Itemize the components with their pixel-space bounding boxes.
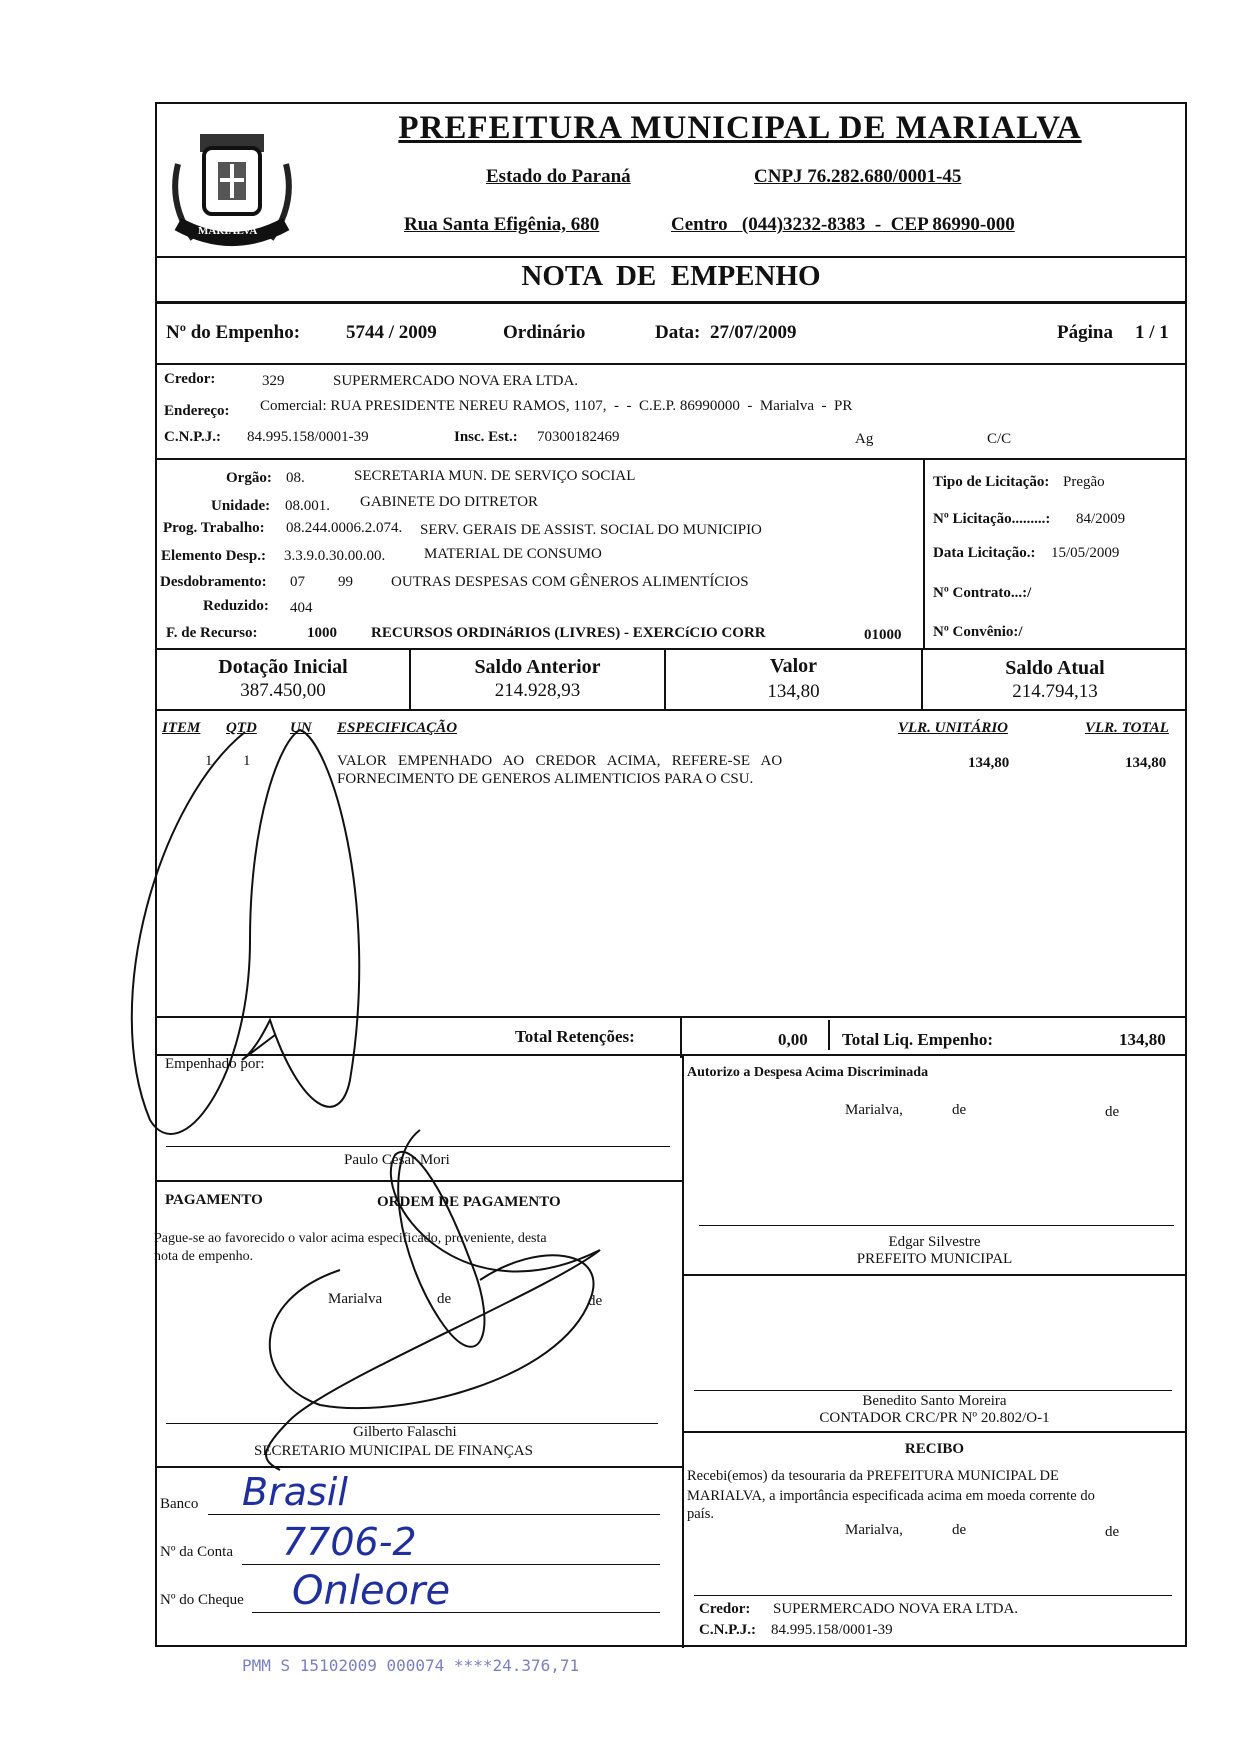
orgao-label: Orgão:: [226, 470, 272, 486]
prog-label: Prog. Trabalho:: [163, 520, 265, 536]
elem-code: 3.3.9.0.30.00.00.: [284, 548, 386, 564]
reduzido-code: 404: [290, 600, 313, 616]
page-number: 1 / 1: [1135, 322, 1169, 343]
autorizo-de1: de: [952, 1102, 967, 1118]
empenho-label: Nº do Empenho:: [166, 322, 301, 343]
prog-name: SERV. GERAIS DE ASSIST. SOCIAL DO MUNICIPIO: [420, 522, 762, 538]
empenho-type: Ordinário: [503, 322, 586, 343]
seal-caption: MARIALVA: [198, 225, 258, 237]
licitacao-num-label: Nº Licitação.........:: [933, 511, 1051, 527]
recibo-cnpj-label: C.N.P.J.:: [699, 1622, 756, 1638]
valor-label: Valor: [769, 655, 818, 677]
ag-label: Ag: [855, 431, 874, 447]
dotacao-value: 387.450,00: [240, 680, 326, 701]
cc-label: C/C: [987, 431, 1012, 447]
empenho-number: 5744 / 2009: [346, 322, 437, 343]
licitacao-num: 84/2009: [1076, 511, 1126, 527]
page-label: Página: [1057, 322, 1113, 343]
licitacao-data: 15/05/2009: [1051, 545, 1120, 561]
recibo-credor-label: Credor:: [699, 1601, 751, 1617]
banco-label: Banco: [160, 1496, 199, 1512]
cheque-value: Onleore: [292, 1568, 451, 1614]
credor-name: SUPERMERCADO NOVA ERA LTDA.: [333, 373, 579, 389]
col-un: UN: [290, 720, 312, 736]
saldo-anterior-value: 214.928,93: [494, 680, 581, 701]
unidade-code: 08.001.: [285, 498, 330, 514]
fonte-name: RECURSOS ORDINáRIOS (LIVRES) - EXERCíCIO CORR: [371, 625, 766, 641]
endereco-value: Comercial: RUA PRESIDENTE NEREU RAMOS, 1107, - - C.E.P. 86990000 - Marialva - PR: [260, 398, 853, 414]
item-vlr-unit: 134,80: [968, 755, 1010, 771]
pagamento-label: PAGAMENTO: [165, 1192, 263, 1208]
prefeito-title: PREFEITO MUNICIPAL: [856, 1251, 1013, 1267]
pagamento-marialva: Marialva: [328, 1291, 383, 1307]
contrato-label: Nº Contrato...:/: [933, 585, 1032, 601]
recibo-de1: de: [952, 1522, 967, 1538]
item-spec-line2: FORNECIMENTO DE GENEROS ALIMENTICIOS PARA O CSU.: [337, 771, 754, 787]
credor-label: Credor:: [164, 371, 216, 387]
saldo-atual-label: Saldo Atual: [1005, 657, 1105, 679]
elem-label: Elemento Desp.:: [161, 548, 266, 564]
conta-value: 7706-2: [282, 1520, 417, 1564]
retencoes-value: 0,00: [778, 1030, 808, 1049]
recibo-title: RECIBO: [904, 1441, 965, 1457]
orgao-name: SECRETARIA MUN. DE SERVIÇO SOCIAL: [354, 468, 636, 484]
col-vlr-total: VLR. TOTAL: [1085, 720, 1169, 736]
fonte-code: 1000: [307, 625, 337, 641]
empenho-date-label: Data:: [655, 322, 701, 343]
recibo-cnpj: 84.995.158/0001-39: [771, 1622, 893, 1638]
col-vlr-unit: VLR. UNITÁRIO: [898, 720, 1009, 736]
desd-label: Desdobramento:: [160, 574, 267, 590]
secretario-title: SECRETARIO MUNICIPAL DE FINANÇAS: [254, 1443, 533, 1459]
dotacao-label: Dotação Inicial: [218, 656, 348, 678]
header-cnpj: CNPJ 76.282.680/0001-45: [754, 166, 962, 187]
item-spec-line1: VALOR EMPENHADO AO CREDOR ACIMA, REFERE-SE AO: [337, 753, 783, 769]
desd-name: OUTRAS DESPESAS COM GÊNEROS ALIMENTÍCIOS: [391, 574, 749, 590]
contador-name: Benedito Santo Moreira: [862, 1393, 1007, 1409]
pagamento-de2: de: [588, 1293, 603, 1309]
empenhado-name: Paulo César Mori: [344, 1152, 450, 1168]
reduzido-label: Reduzido:: [203, 598, 269, 614]
col-item: ITEM: [162, 720, 201, 736]
elem-name: MATERIAL DE CONSUMO: [424, 546, 602, 562]
ordem-label: ORDEM DE PAGAMENTO: [377, 1194, 561, 1210]
endereco-label: Endereço:: [164, 403, 230, 419]
unidade-label: Unidade:: [211, 498, 271, 514]
fonte-label: F. de Recurso:: [166, 625, 258, 641]
autorizo-label: Autorizo a Despesa Acima Discriminada: [687, 1065, 929, 1080]
credor-code: 329: [262, 373, 285, 389]
header-address: Rua Santa Efigênia, 680: [404, 214, 600, 235]
prog-code: 08.244.0006.2.074.: [286, 520, 403, 536]
orgao-code: 08.: [286, 470, 305, 486]
recibo-line3: país.: [687, 1506, 714, 1522]
insc-label: Insc. Est.:: [454, 429, 518, 445]
header-state: Estado do Paraná: [486, 166, 631, 187]
liq-empenho-value: 134,80: [1119, 1030, 1166, 1049]
item-number: 1: [205, 753, 213, 769]
conta-label: Nº da Conta: [160, 1544, 233, 1560]
contador-title: CONTADOR CRC/PR Nº 20.802/O-1: [819, 1410, 1050, 1426]
unidade-name: GABINETE DO DITRETOR: [360, 494, 539, 510]
pague-line2: nota de empenho.: [154, 1249, 254, 1264]
desd-code1: 07: [290, 574, 305, 590]
insc-value: 70300182469: [537, 429, 620, 445]
empenho-date: 27/07/2009: [710, 322, 797, 343]
licitacao-tipo: Pregão: [1063, 474, 1105, 490]
secretario-name: Gilberto Falaschi: [353, 1424, 457, 1440]
recibo-marialva: Marialva,: [845, 1522, 903, 1538]
empenhado-label: Empenhado por:: [165, 1056, 265, 1072]
autorizo-marialva: Marialva,: [845, 1102, 903, 1118]
pagamento-de1: de: [437, 1291, 452, 1307]
item-qtd: 1: [243, 753, 251, 769]
saldo-anterior-label: Saldo Anterior: [474, 656, 601, 678]
col-qtd: QTD: [226, 720, 257, 736]
col-spec: ESPECIFICAÇÃO: [337, 720, 458, 736]
cnpj-value: 84.995.158/0001-39: [247, 429, 369, 445]
doc-title: NOTA DE EMPENHO: [521, 260, 821, 292]
recibo-line2: MARIALVA, a importância especificada acima em moeda corrente do: [687, 1488, 1095, 1504]
fonte-code2: 01000: [864, 627, 902, 643]
liq-empenho-label: Total Liq. Empenho:: [842, 1030, 993, 1049]
recibo-de2: de: [1105, 1524, 1120, 1540]
convenio-label: Nº Convênio:/: [933, 624, 1023, 640]
autorizo-de2: de: [1105, 1104, 1120, 1120]
licitacao-data-label: Data Licitação.:: [933, 545, 1036, 561]
footer-stamp: PMM S 15102009 000074 ****24.376,71: [242, 1656, 580, 1675]
header-contact: Centro (044)3232-8383 - CEP 86990-000: [671, 214, 1015, 235]
banco-value: Brasil: [242, 1470, 348, 1514]
licitacao-tipo-label: Tipo de Licitação:: [933, 474, 1050, 490]
valor-value: 134,80: [767, 681, 820, 702]
pague-line1: Pague-se ao favorecido o valor acima especificado, proveniente, desta: [154, 1231, 547, 1246]
desd-code2: 99: [338, 574, 353, 590]
cheque-label: Nº do Cheque: [160, 1592, 244, 1608]
prefeito-name: Edgar Silvestre: [888, 1234, 981, 1250]
item-vlr-total: 134,80: [1125, 755, 1167, 771]
cnpj-label: C.N.P.J.:: [164, 429, 221, 445]
recibo-credor-name: SUPERMERCADO NOVA ERA LTDA.: [773, 1601, 1019, 1617]
header-title: PREFEITURA MUNICIPAL DE MARIALVA: [398, 110, 1082, 146]
retencoes-label: Total Retenções:: [515, 1027, 635, 1046]
saldo-atual-value: 214.794,13: [1012, 681, 1098, 702]
recibo-line1: Recebi(emos) da tesouraria da PREFEITURA MUNICIPAL DE: [687, 1468, 1059, 1484]
